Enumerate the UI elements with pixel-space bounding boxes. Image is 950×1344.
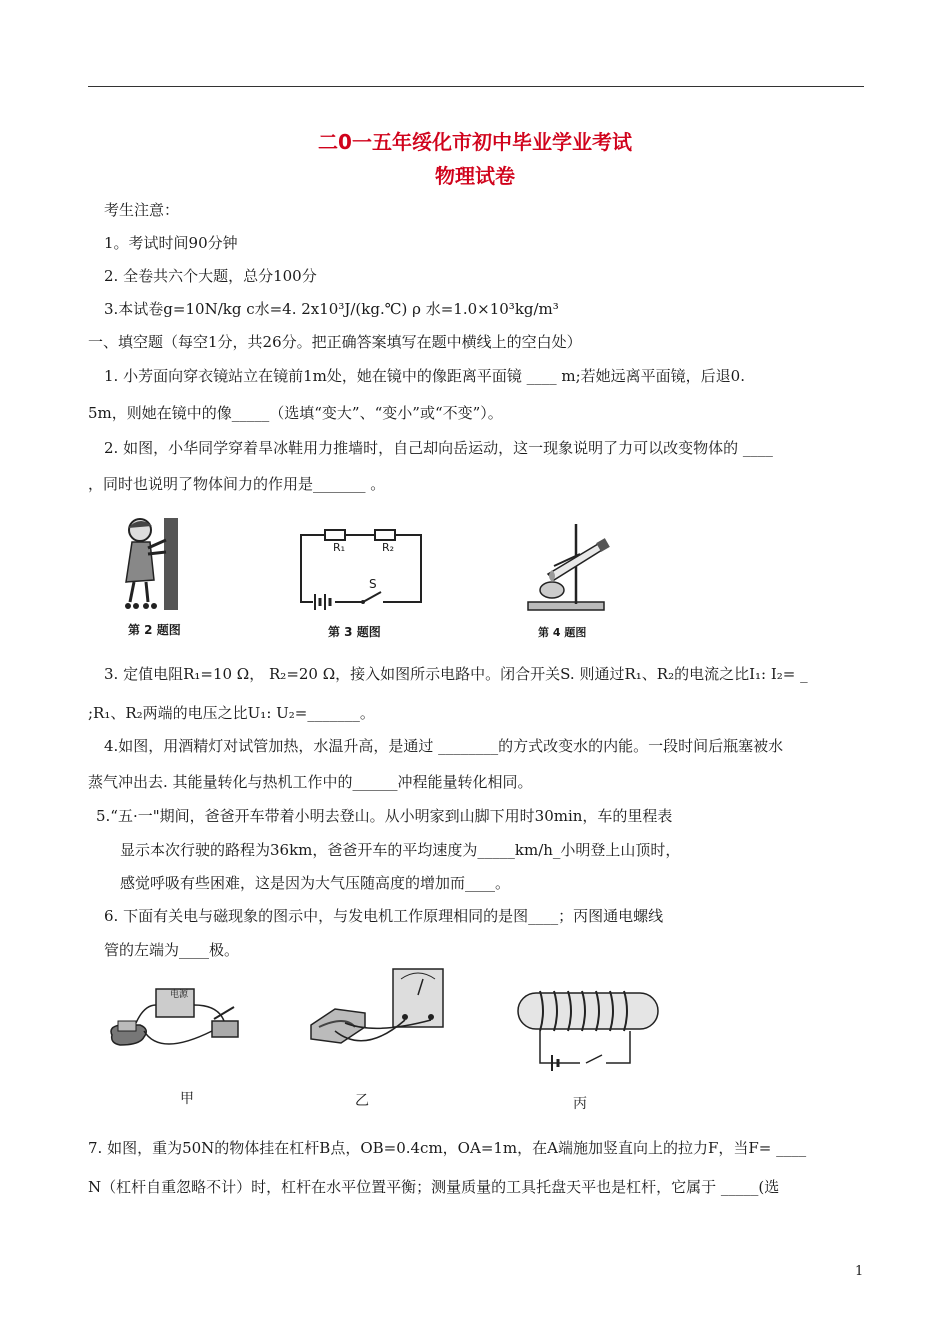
notice-heading: 考生注意： <box>104 201 180 219</box>
q4-test-tube-heating <box>520 518 620 614</box>
caption-fig-3: 第 3 题图 <box>328 625 381 639</box>
notice-item-1: 1。考试时间90分钟 <box>104 234 238 252</box>
q7-line-2: N（杠杆自重忽略不计）时，杠杆在水平位置平衡；测量质量的工具托盘天平也是杠杆，它属于 _____(选 <box>88 1178 780 1196</box>
exam-subtitle: 物理试卷 <box>435 164 515 188</box>
q5-line-3: 感觉呼吸有些困难，这是因为大气压随高度的增加而____。 <box>120 874 511 892</box>
q6-line-1: 6. 下面有关电与磁现象的图示中，与发电机工作原理相同的是图____；丙图通电螺线 <box>104 907 664 925</box>
q3-circuit-diagram <box>295 520 430 610</box>
page-number: 1 <box>855 1264 864 1279</box>
q4-line-2: 蒸气冲出去. 其能量转化与热机工作中的______冲程能量转化相同。 <box>88 773 533 791</box>
caption-fig-4: 第 4 题图 <box>538 626 587 639</box>
q5-line-2: 显示本次行驶的路程为36km，爸爸开车的平均速度为_____km/h_小明登上山顶时， <box>120 841 681 859</box>
label-switch-s: S <box>369 577 377 591</box>
caption-fig-2: 第 2 题图 <box>128 623 181 637</box>
label-r2: R₂ <box>382 541 395 554</box>
caption-fig-bing: 丙 <box>573 1096 587 1112</box>
q3-line-2: ;R₁、R₂两端的电压之比U₁: U₂=_______。 <box>88 704 375 722</box>
header-rule <box>88 86 864 87</box>
notice-item-2: 2. 全卷共六个大题，总分100分 <box>104 267 317 285</box>
q5-line-1: 5.“五·一"期间，爸爸开车带着小明去登山。从小明家到山脚下用时30min，车的里程表 <box>96 807 673 825</box>
q1-line-1: 1. 小芳面向穿衣镜站立在镜前1m处，她在镜中的像距离平面镜 ____ m;若她远离平面镜，后退0. <box>104 367 745 385</box>
q6-figure-bing-solenoid <box>510 985 680 1085</box>
caption-fig-jia: 甲 <box>180 1091 194 1107</box>
caption-fig-yi: 乙 <box>355 1093 369 1109</box>
exam-title: 二0一五年绥化市初中毕业学业考试 <box>318 130 632 154</box>
section-1-heading: 一、填空题（每空1分，共26分。把正确答案填写在题中横线上的空白处） <box>88 333 582 351</box>
q6-figure-yi <box>305 965 475 1075</box>
q2-line-1: 2. 如图，小华同学穿着旱冰鞋用力推墙时，自己却向岳运动，这一现象说明了力可以改变物体的 ____ <box>104 439 773 457</box>
notice-item-3: 3.本试卷g=10N/kg c水=4. 2x10³J/(kg.℃) ρ 水=1.0×10³kg/m³ <box>104 300 559 318</box>
q4-line-1: 4.如图，用酒精灯对试管加热，水温升高，是通过 ________的方式改变水的内能。一段时间后瓶塞被水 <box>104 737 784 755</box>
q3-line-1: 3. 定值电阻R₁=10 Ω， R₂=20 Ω，接入如图所示电路中。闭合开关S. 则通过R₁、R₂的电流之比I₁: I₂= _ <box>104 665 808 683</box>
q2-line-2: ，同时也说明了物体间力的作用是_______ 。 <box>88 475 386 493</box>
q1-line-2: 5m，则她在镜中的像_____（选填“变大”、“变小”或“不变”）。 <box>88 404 503 422</box>
label-r1: R₁ <box>333 541 346 554</box>
q6-line-2: 管的左端为____极。 <box>104 941 240 959</box>
label-power-source: 电源 <box>170 990 189 1000</box>
q7-line-1: 7. 如图，重为50N的物体挂在杠杆B点，OB=0.4cm，OA=1m，在A端施加竖直向上的拉力F，当F= ____ <box>88 1139 807 1157</box>
q2-figure-skater <box>110 510 220 610</box>
